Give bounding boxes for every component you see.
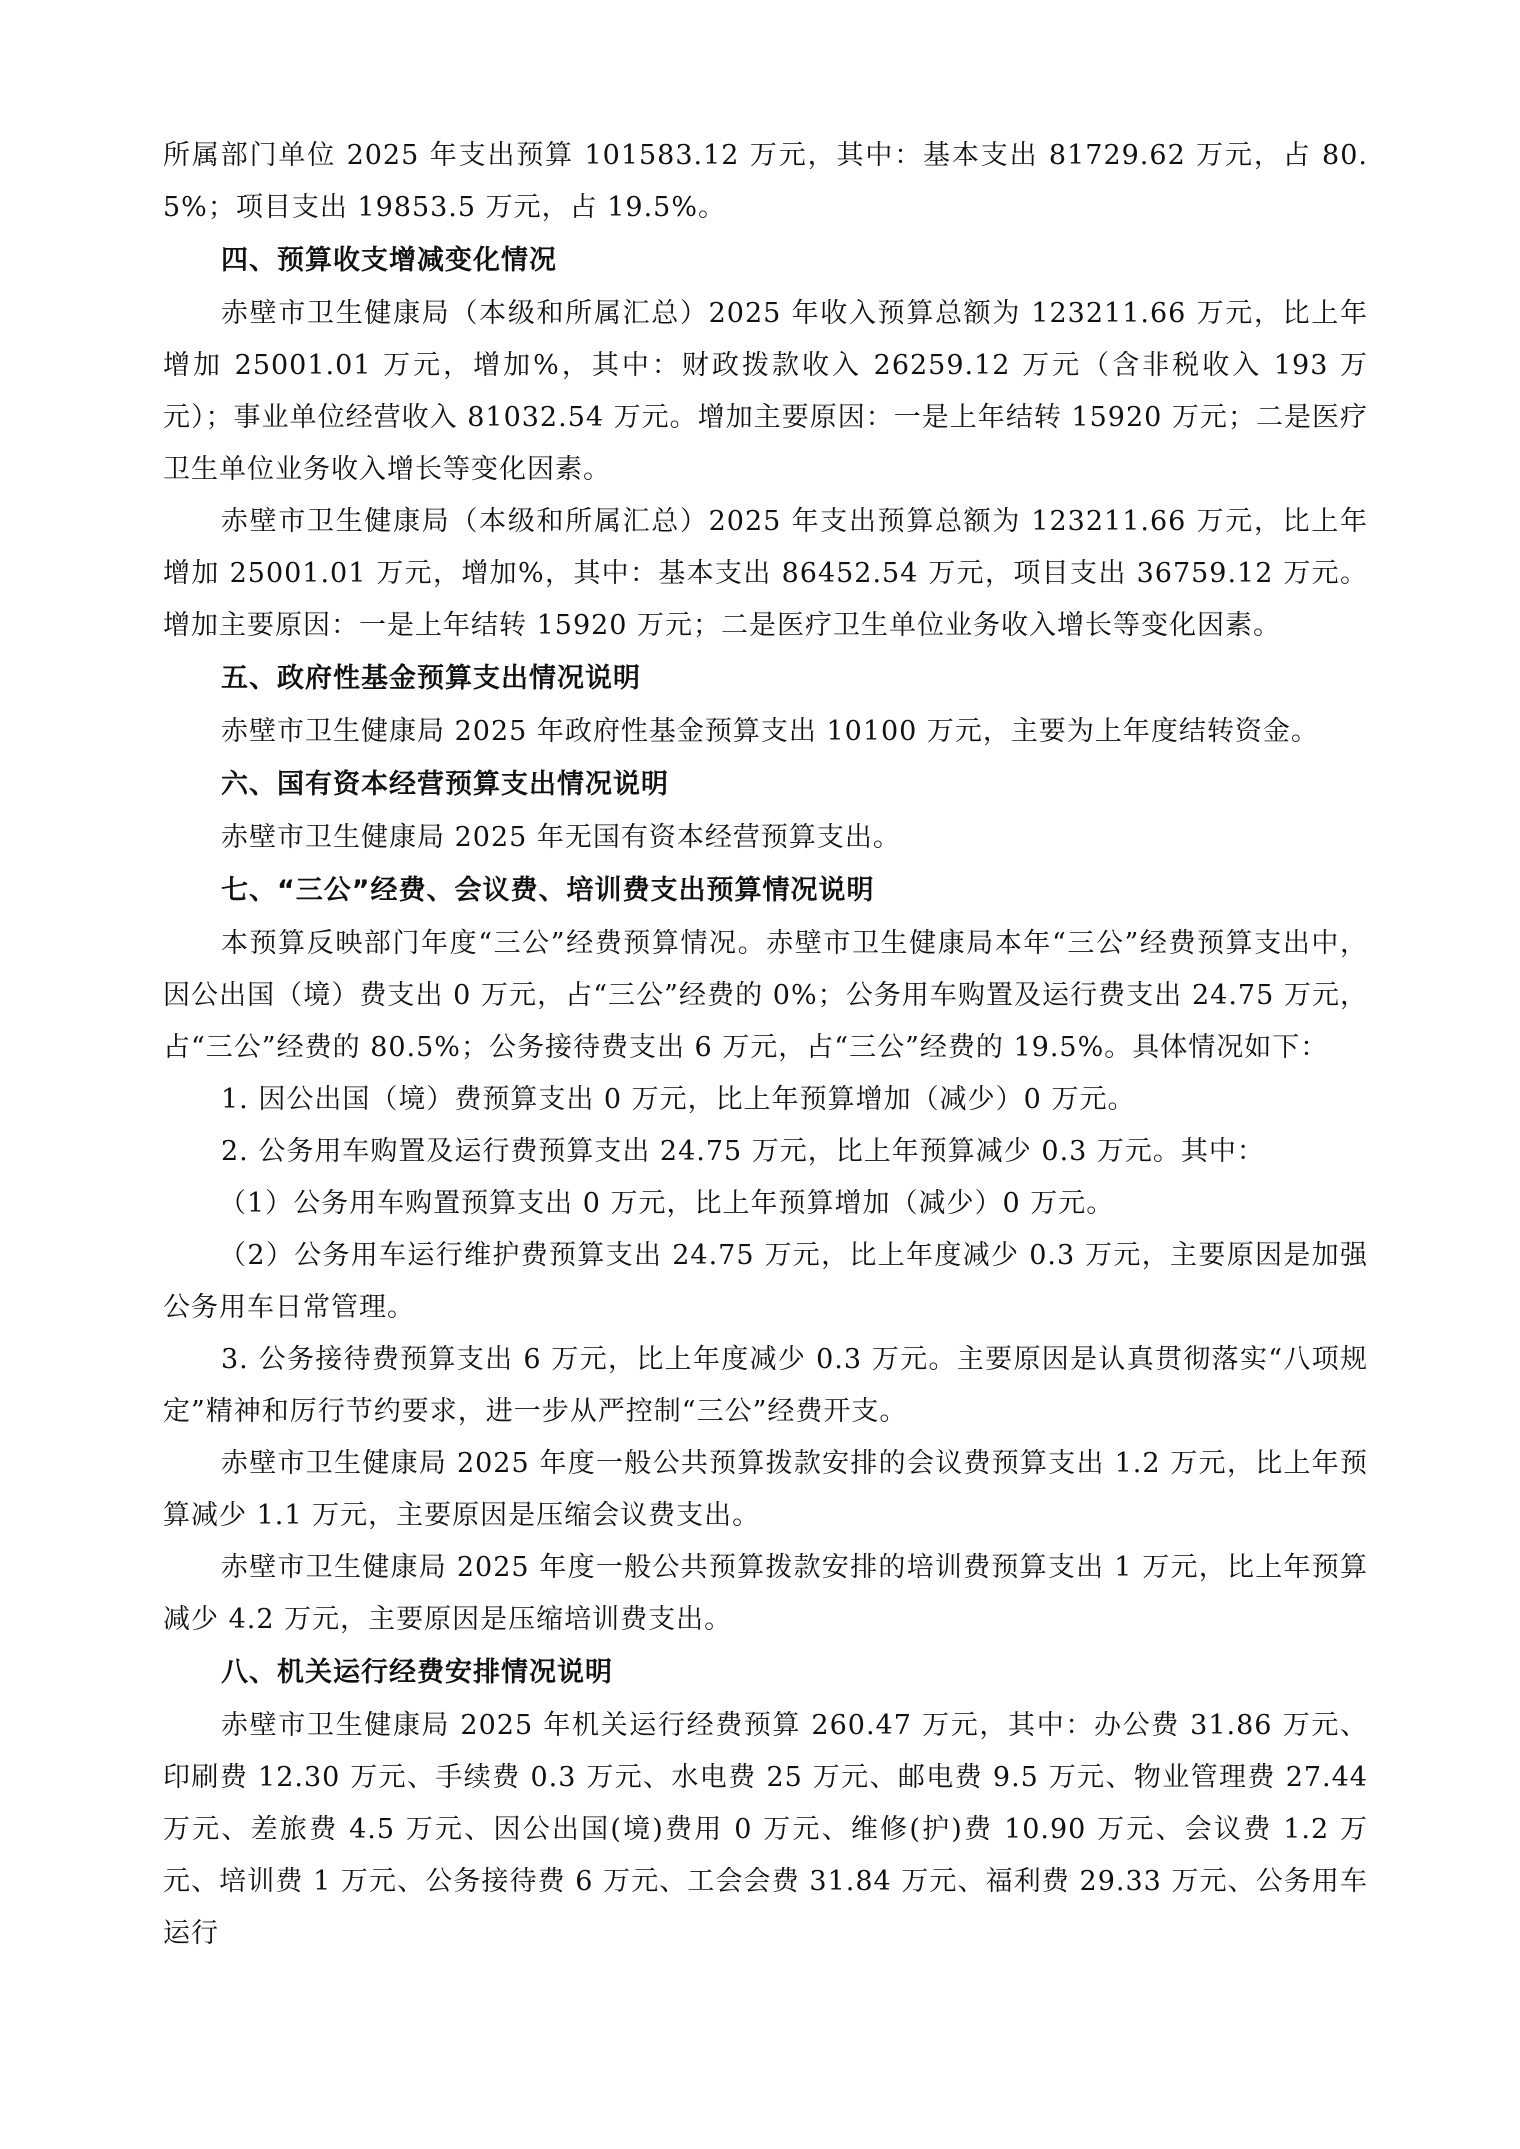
- paragraph-training-fee: 赤壁市卫生健康局 2025 年度一般公共预算拨款安排的培训费预算支出 1 万元，比上年预算减少 4.2 万元，主要原因是压缩培训费支出。: [163, 1552, 1368, 1635]
- list-item-2: 2. 公务用车购置及运行费预算支出 24.75 万元，比上年预算减少 0.3 万元。其中：: [221, 1136, 1265, 1167]
- list-item-3: 3. 公务接待费预算支出 6 万元，比上年度减少 0.3 万元。主要原因是认真贯彻落实“八项规定”精神和厉行节约要求，进一步从严控制“三公”经费开支。: [163, 1344, 1368, 1427]
- paragraph-government-fund: 赤壁市卫生健康局 2025 年政府性基金预算支出 10100 万元，主要为上年度结转资金。: [221, 716, 1319, 747]
- sub-item-2: （2）公务用车运行维护费预算支出 24.75 万元，比上年度减少 0.3 万元，主要原因是加强公务用车日常管理。: [163, 1240, 1368, 1323]
- document-page: [163, 130, 1368, 1960]
- sub-item-1: （1）公务用车购置预算支出 0 万元，比上年预算增加（减少）0 万元。: [219, 1188, 1115, 1219]
- section-heading-4: 四、预算收支增减变化情况: [221, 245, 557, 276]
- paragraph-meeting-fee: 赤壁市卫生健康局 2025 年度一般公共预算拨款安排的会议费预算支出 1.2 万元，比上年预算减少 1.1 万元，主要原因是压缩会议费支出。: [163, 1448, 1368, 1531]
- paragraph-unit-expenditure: 所属部门单位 2025 年支出预算 101583.12 万元，其中：基本支出 81729.62 万元，占 80.5%；项目支出 19853.5 万元，占 19.5%。: [163, 140, 1368, 223]
- section-heading-7: 七、“三公”经费、会议费、培训费支出预算情况说明: [221, 875, 875, 906]
- paragraph-expenditure-change: 赤壁市卫生健康局（本级和所属汇总）2025 年支出预算总额为 123211.66 万元，比上年增加 25001.01 万元，增加%，其中：基本支出 86452.54 万元，项目支出 36759.12 万元。增加主要原因：一是上年结转 15920 万元；二是医疗卫生单位业务收入增长等变化因素。: [163, 506, 1368, 641]
- section-heading-6: 六、国有资本经营预算支出情况说明: [221, 769, 669, 800]
- paragraph-three-public: 本预算反映部门年度“三公”经费预算情况。赤壁市卫生健康局本年“三公”经费预算支出中，因公出国（境）费支出 0 万元，占“三公”经费的 0%；公务用车购置及运行费支出 24.75 万元，占“三公”经费的 80.5%；公务接待费支出 6 万元，占“三公”经费的 19.5%。具体情况如下：: [163, 928, 1368, 1063]
- list-item-1: 1. 因公出国（境）费预算支出 0 万元，比上年预算增加（减少）0 万元。: [221, 1084, 1136, 1115]
- section-heading-5: 五、政府性基金预算支出情况说明: [221, 663, 641, 694]
- section-heading-8: 八、机关运行经费安排情况说明: [221, 1657, 613, 1688]
- paragraph-income-change: 赤壁市卫生健康局（本级和所属汇总）2025 年收入预算总额为 123211.66 万元，比上年增加 25001.01 万元，增加%，其中：财政拨款收入 26259.12 万元（含非税收入 193 万元）；事业单位经营收入 81032.54 万元。增加主要原因：一是上年结转 15920 万元；二是医疗卫生单位业务收入增长等变化因素。: [163, 298, 1368, 485]
- paragraph-state-capital: 赤壁市卫生健康局 2025 年无国有资本经营预算支出。: [221, 822, 901, 853]
- paragraph-operating-expenses: 赤壁市卫生健康局 2025 年机关运行经费预算 260.47 万元，其中：办公费 31.86 万元、印刷费 12.30 万元、手续费 0.3 万元、水电费 25 万元、邮电费 9.5 万元、物业管理费 27.44 万元、差旅费 4.5 万元、因公出国(境)费用 0 万元、维修(护)费 10.90 万元、会议费 1.2 万元、培训费 1 万元、公务接待费 6 万元、工会会费 31.84 万元、福利费 29.33 万元、公务用车运行: [163, 1710, 1368, 1949]
